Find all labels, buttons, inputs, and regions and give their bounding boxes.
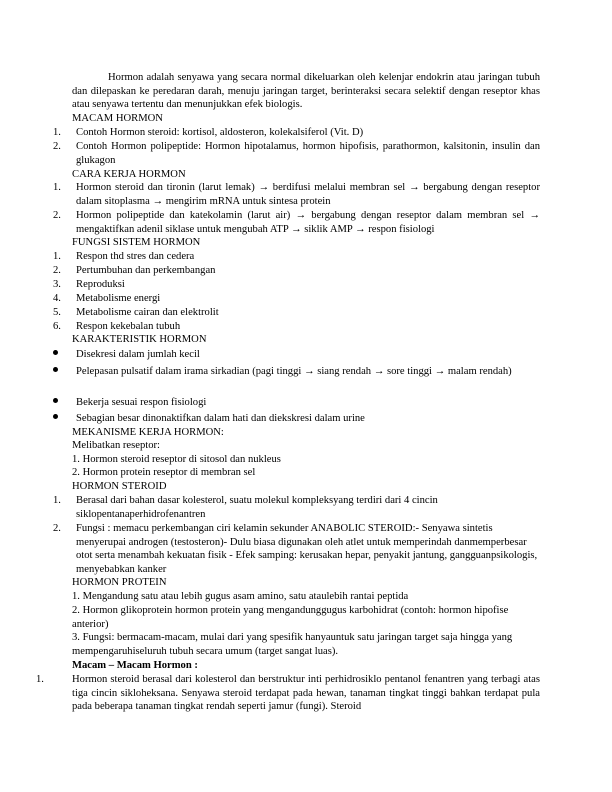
list-number: 6. bbox=[53, 321, 61, 332]
heading-karakteristik: KARAKTERISTIK HORMON bbox=[72, 334, 207, 345]
list-number: 4. bbox=[53, 293, 61, 304]
list-text: Berasal dari bahan dasar kolesterol, suatu molekul kompleksyang terdiri dari 4 cincin siklopentanaperhidrofenantren bbox=[76, 495, 438, 520]
heading-cara-kerja: CARA KERJA HORMON bbox=[72, 169, 186, 180]
list-number: 3. bbox=[53, 279, 61, 290]
list-number: 2. bbox=[53, 210, 61, 221]
bullet-icon bbox=[53, 350, 58, 355]
bullet-icon bbox=[53, 398, 58, 403]
list-text: Respon thd stres dan cedera bbox=[76, 251, 195, 262]
list-text: Fungsi : memacu perkembangan ciri kelamin sekunder ANABOLIC STEROID:- Senyawa sintetis menyerupai androgen (testosteron)- Dulu biasa digunakan oleh atlet untuk memperindah danmemperbesar otot serta menambah kekuatan fisik - Efek samping: kerusakan hepar, penyakit jantung, gangguanpsikologis, menyebabkan kanker bbox=[76, 523, 538, 575]
bullet-text: Disekresi dalam jumlah kecil bbox=[76, 349, 200, 360]
protein-line: 2. Hormon glikoprotein hormon protein yang mengandunggugus karbohidrat (contoh: hormon hipofise anterior) bbox=[72, 605, 509, 630]
heading-macam-macam: Macam – Macam Hormon : bbox=[72, 660, 198, 671]
list-number: 2. bbox=[53, 265, 61, 276]
list-number: 1. bbox=[53, 127, 61, 138]
intro-paragraph: Hormon adalah senyawa yang secara normal dikeluarkan oleh kelenjar endokrin atau jaringan tubuh dan dilepaskan ke peredaran darah, menuju jaringan target, berinteraksi secara selektif dengan reseptor khas atau senyawa tertentu dan menunjukkan efek biologis. bbox=[72, 72, 540, 111]
protein-line: 1. Mengandung satu atau lebih gugus asam amino, satu ataulebih rantai peptida bbox=[72, 591, 409, 602]
list-number: 1. bbox=[53, 251, 61, 262]
protein-line: 3. Fungsi: bermacam-macam, mulai dari yang spesifik hanyauntuk satu jaringan target saja hingga yang mempengaruhiseluruh tubuh secara umum (target sangat luas). bbox=[72, 632, 513, 657]
bullet-text: Sebagian besar dinonaktifkan dalam hati dan diekskresi dalam urine bbox=[76, 413, 365, 424]
mekanisme-line: 2. Hormon protein reseptor di membran sel bbox=[72, 467, 256, 478]
list-number: 1. bbox=[53, 182, 61, 193]
list-number: 5. bbox=[53, 307, 61, 318]
heading-macam-hormon: MACAM HORMON bbox=[72, 113, 163, 124]
heading-hormon-steroid: HORMON STEROID bbox=[72, 481, 167, 492]
heading-fungsi: FUNGSI SISTEM HORMON bbox=[72, 237, 201, 248]
heading-mekanisme: MEKANISME KERJA HORMON: bbox=[72, 427, 224, 438]
list-text: Hormon polipeptide dan katekolamin (larut air) → bergabung dengan reseptor dalam membran sel → mengaktifkan adenil siklase untuk mengubah ATP → siklik AMP → respon fisiologi bbox=[76, 210, 540, 235]
list-text: Respon kekebalan tubuh bbox=[76, 321, 181, 332]
list-number: 2. bbox=[53, 141, 61, 152]
list-number: 1. bbox=[53, 495, 61, 506]
bullet-icon bbox=[53, 367, 58, 372]
bullet-text: Pelepasan pulsatif dalam irama sirkadian (pagi tinggi → siang rendah → sore tinggi → malam rendah) bbox=[76, 366, 512, 377]
list-text: Metabolisme cairan dan elektrolit bbox=[76, 307, 219, 318]
list-text: Pertumbuhan dan perkembangan bbox=[76, 265, 216, 276]
list-number: 2. bbox=[53, 523, 61, 534]
mekanisme-line: Melibatkan reseptor: bbox=[72, 440, 160, 451]
mekanisme-line: 1. Hormon steroid reseptor di sitosol dan nukleus bbox=[72, 454, 281, 465]
bullet-icon bbox=[53, 414, 58, 419]
list-text: Contoh Hormon polipeptide: Hormon hipotalamus, hormon hipofisis, parathormon, kalsitonin, insulin dan glukagon bbox=[76, 141, 540, 166]
list-text: Hormon steroid dan tironin (larut lemak) → berdifusi melalui membran sel → bergabung dengan reseptor dalam sitoplasma → mengirim mRNA untuk sintesa protein bbox=[76, 182, 540, 207]
list-text: Reproduksi bbox=[76, 279, 125, 290]
list-text: Contoh Hormon steroid: kortisol, aldosteron, kolekalsiferol (Vit. D) bbox=[76, 127, 364, 138]
list-number: 1. bbox=[36, 674, 44, 685]
bullet-text: Bekerja sesuai respon fisiologi bbox=[76, 397, 207, 408]
list-text: Hormon steroid berasal dari kolesterol dan berstruktur inti perhidrosiklo pentanol fenantren yang terbagi atas tiga cincin sikloheksana. Senyawa steroid terdapat pada hewan, tanaman tingkat tinggi bahkan terdapat pula pada beberapa tanaman tingkat rendah seperti jamur (fungi). Steroid bbox=[72, 674, 540, 713]
heading-hormon-protein: HORMON PROTEIN bbox=[72, 577, 167, 588]
list-text: Metabolisme energi bbox=[76, 293, 161, 304]
